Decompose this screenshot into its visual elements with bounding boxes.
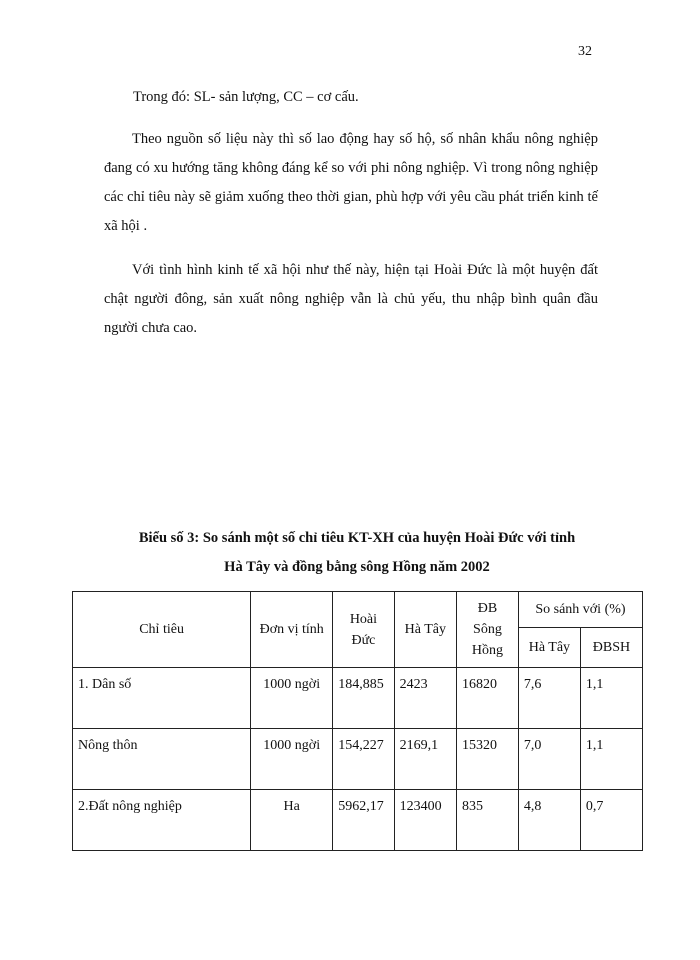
- cell-ss-ha-tay: 4,8: [518, 790, 580, 851]
- header-don-vi: Đơn vị tính: [251, 592, 333, 668]
- table-row: [73, 668, 643, 729]
- header-hoai-duc: Hoài Đức: [333, 592, 394, 668]
- cell-ss-ha-tay: 7,0: [518, 729, 580, 790]
- cell-chi-tieu: Nông thôn: [73, 729, 251, 790]
- cell-hoai-duc: 184,885: [333, 668, 394, 729]
- cell-ss-dbsh: 0,7: [580, 790, 642, 851]
- cell-hoai-duc: 154,227: [333, 729, 394, 790]
- paragraph-hoai-duc-situation: Với tình hình kinh tế xã hội như thế này, hiện tại Hoài Đức là một huyện đất chật người đông, sản xuất nông nghiệp vẫn là chủ yếu, thu nhập bình quân đầu người chưa cao.: [104, 262, 598, 336]
- comparison-table: [72, 591, 643, 851]
- cell-ha-tay: 2169,1: [394, 729, 456, 790]
- paragraph-labor-trend: Theo nguồn số liệu này thì số lao động hay số hộ, số nhân khẩu nông nghiệp đang có xu hướng tăng không đáng kể so với phi nông nghiệp. Vì trong nông nghiệp các chỉ tiêu này sẽ giảm xuống theo thời gian, phù hợp với yêu cầu phát triển kinh tế xã hội .: [104, 131, 598, 234]
- cell-don-vi: Ha: [251, 790, 333, 851]
- cell-ha-tay: 123400: [394, 790, 456, 851]
- header-ss-dbsh: ĐBSH: [580, 627, 642, 667]
- cell-ss-dbsh: 1,1: [580, 668, 642, 729]
- page-number: 32: [578, 44, 592, 59]
- cell-don-vi: 1000 ngời: [251, 729, 333, 790]
- table-row: [73, 790, 643, 851]
- cell-db-song-hong: 15320: [456, 729, 518, 790]
- cell-ss-ha-tay: 7,6: [518, 668, 580, 729]
- table-caption-line-2: Hà Tây và đồng bằng sông Hồng năm 2002: [224, 559, 490, 575]
- cell-db-song-hong: 16820: [456, 668, 518, 729]
- cell-db-song-hong: 835: [456, 790, 518, 851]
- header-ha-tay: Hà Tây: [394, 592, 456, 668]
- cell-hoai-duc: 5962,17: [333, 790, 394, 851]
- cell-chi-tieu: 2.Đất nông nghiệp: [73, 790, 251, 851]
- cell-ha-tay: 2423: [394, 668, 456, 729]
- table-header-row: [73, 592, 643, 628]
- cell-ss-dbsh: 1,1: [580, 729, 642, 790]
- header-chi-tieu: Chỉ tiêu: [73, 592, 251, 668]
- cell-don-vi: 1000 ngời: [251, 668, 333, 729]
- header-so-sanh: So sánh với (%): [518, 592, 642, 628]
- cell-chi-tieu: 1. Dân số: [73, 668, 251, 729]
- table-row: [73, 729, 643, 790]
- table-caption-line-1: Biểu số 3: So sánh một số chỉ tiêu KT-XH của huyện Hoài Đức với tỉnh: [138, 530, 576, 546]
- header-db-song-hong: ĐB Sông Hồng: [456, 592, 518, 668]
- paragraph-legend: Trong đó: SL- sản lượng, CC – cơ cấu.: [133, 89, 359, 105]
- header-ss-ha-tay: Hà Tây: [518, 627, 580, 667]
